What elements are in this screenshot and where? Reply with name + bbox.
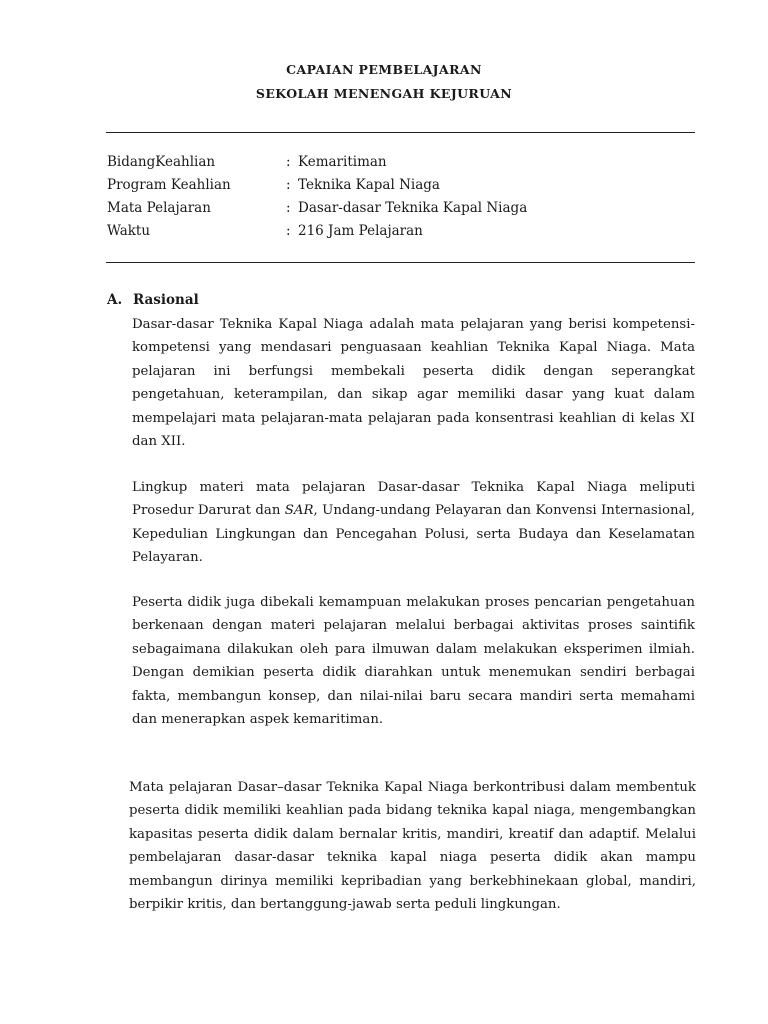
document-title: CAPAIAN PEMBELAJARAN (286, 62, 482, 77)
info-colon: : (286, 223, 291, 239)
info-colon: : (286, 200, 291, 216)
info-label: Program Keahlian (107, 177, 231, 193)
paragraph-rasional-4: Mata pelajaran Dasar–dasar Teknika Kapal Niaga berkontribusi dalam membentuk peserta didik memiliki keahlian pada bidang teknika kapal niaga, mengembangkan kapasitas peserta didik dalam bernalar kritis, mandiri, kreatif dan adaptif. Melalui pembelajaran dasar-dasar teknika kapal niaga peserta didik akan mampu membangun dirinya memiliki kepribadian yang berkebhinekaan global, mandiri, berpikir kritis, dan bertanggung-jawab serta peduli lingkungan. (129, 780, 696, 913)
paragraph-text: , Undang-undang Pelayaran dan Konvensi Internasional, Kepedulian Lingkungan dan Pencegahan Polusi, serta Budaya dan Keselamatan Pelayaran. (132, 503, 695, 566)
paragraph-text: Lingkup materi mata pelajaran Dasar-dasar Teknika Kapal Niaga meliputi Prosedur Darurat dan (132, 480, 695, 519)
top-divider (106, 132, 695, 133)
info-label: BidangKeahlian (107, 154, 216, 170)
info-value: Dasar-dasar Teknika Kapal Niaga (298, 200, 528, 216)
info-label: Mata Pelajaran (107, 200, 211, 216)
paragraph-rasional-3: Peserta didik juga dibekali kemampuan melakukan proses pencarian pengetahuan berkenaan dengan materi pelajaran melalui berbagai aktivitas proses saintifik sebagaimana dilakukan oleh para ilmuwan dalam melakukan eksperimen ilmiah. Dengan demikian peserta didik diarahkan untuk menemukan sendiri berbagai fakta, membangun konsep, dan nilai-nilai baru secara mandiri serta memahami dan menerapkan aspek kemaritiman. (132, 595, 695, 728)
info-colon: : (286, 177, 291, 193)
info-value: Kemaritiman (298, 154, 387, 170)
section-letter: A. (107, 292, 123, 308)
info-value: 216 Jam Pelajaran (298, 223, 423, 239)
info-label: Waktu (107, 223, 151, 239)
section-heading-rasional (107, 292, 199, 308)
paragraph-rasional-1: Dasar-dasar Teknika Kapal Niaga adalah mata pelajaran yang berisi kompetensi-kompetensi yang mendasari penguasaan keahlian Teknika Kapal Niaga. Mata pelajaran ini berfungsi membekali peserta didik dengan seperangkat pengetahuan, keterampilan, dan sikap agar memiliki dasar yang kuat dalam mempelajari mata pelajaran-mata pelajaran pada konsentrasi keahlian di kelas XI dan XII. (132, 317, 695, 450)
info-colon: : (286, 154, 291, 170)
info-value: Teknika Kapal Niaga (298, 177, 440, 193)
bottom-divider (106, 262, 695, 263)
paragraph-italic-term: SAR (284, 503, 314, 519)
paragraph-rasional-2 (132, 476, 695, 570)
document-subtitle: SEKOLAH MENENGAH KEJURUAN (255, 86, 513, 101)
section-title: Rasional (133, 292, 199, 308)
